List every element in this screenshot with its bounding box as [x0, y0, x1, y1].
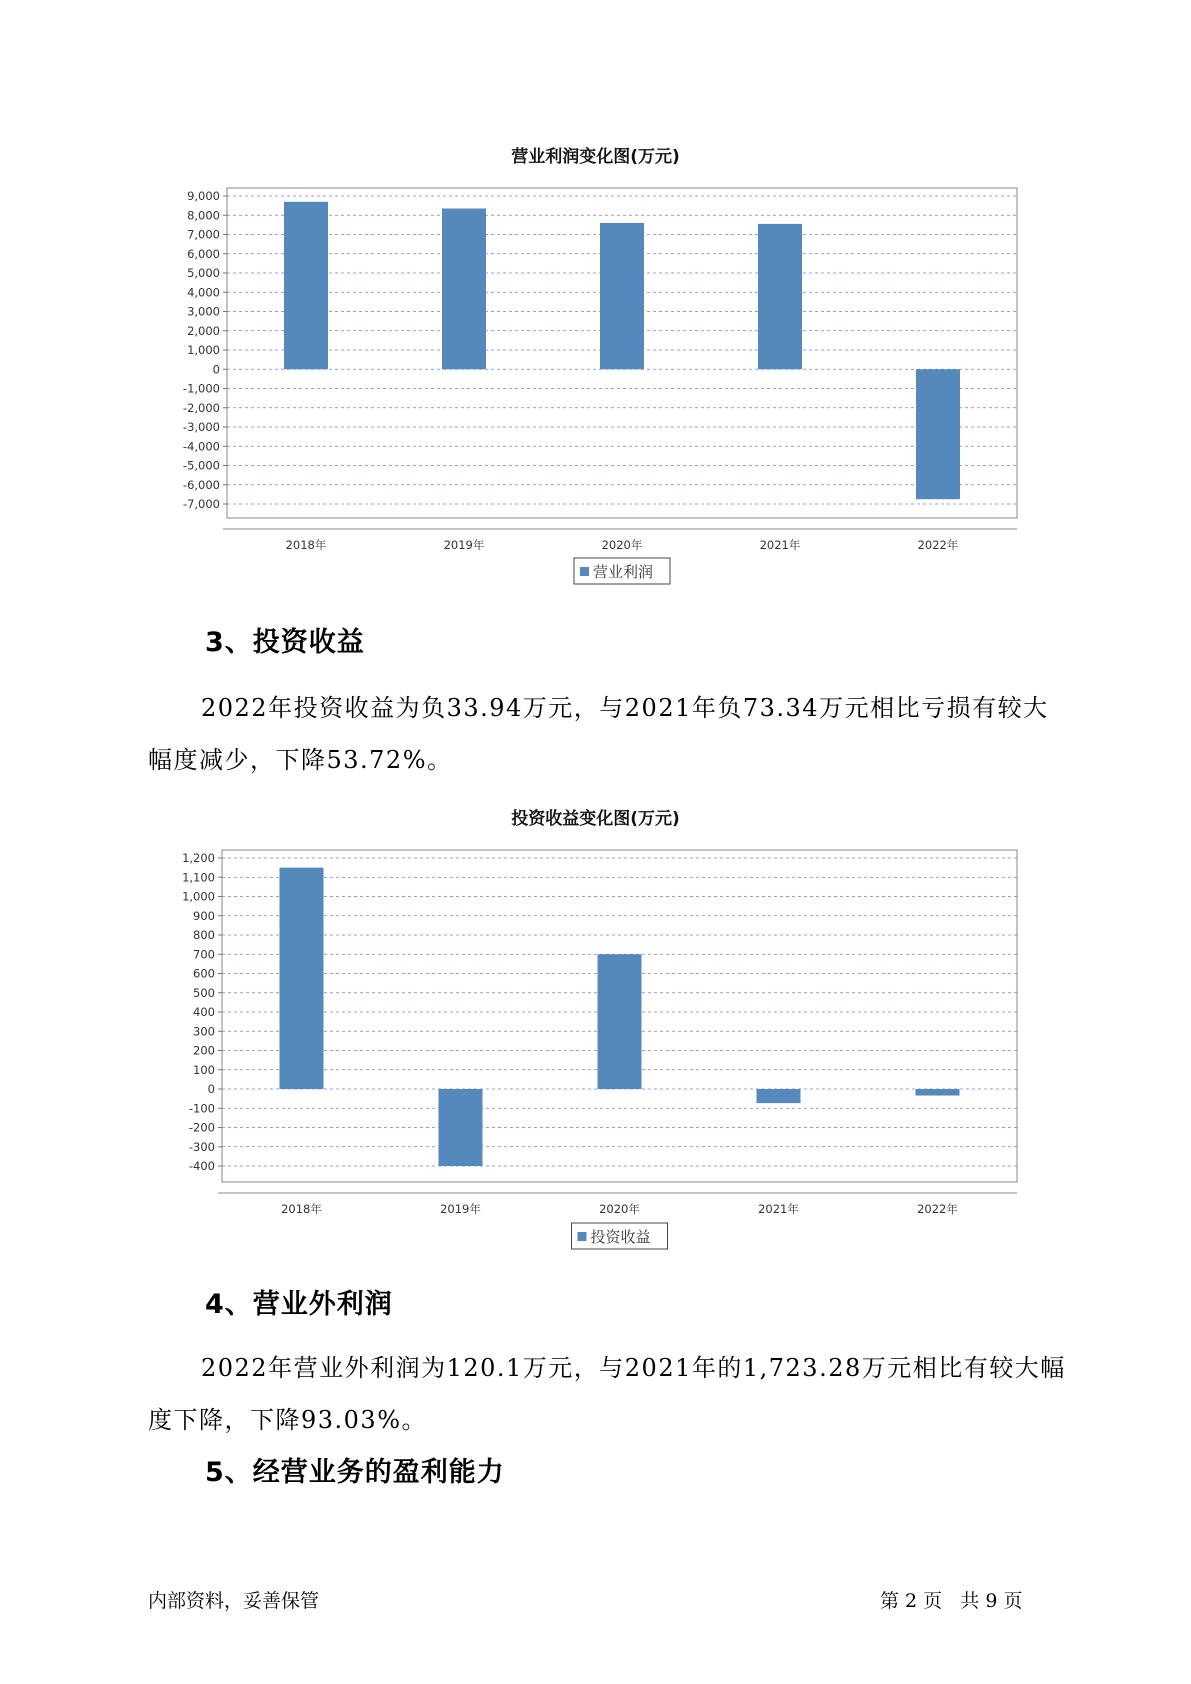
operating-profit-chart	[0, 170, 1191, 590]
x-tick-label: 2018年	[285, 538, 327, 552]
y-tick-label: 1,000	[187, 343, 220, 357]
heading-non-operating-profit: 4、营业外利润	[205, 1289, 393, 1320]
y-tick-label: -1,000	[182, 381, 220, 396]
y-tick-label: 0	[212, 362, 220, 377]
bar	[439, 1089, 483, 1166]
y-tick-label: -2,000	[182, 400, 220, 415]
y-tick-label: -400	[188, 1159, 215, 1173]
y-tick-label: 2,000	[187, 323, 220, 338]
x-tick-label: 2020年	[601, 538, 643, 552]
footer-page-number: 第 2 页 共 9 页	[880, 1590, 1023, 1612]
bar	[916, 369, 960, 499]
y-tick-label: 100	[193, 1062, 215, 1077]
investment-income-chart	[0, 832, 1191, 1252]
y-tick-label: 5,000	[187, 266, 220, 280]
chart-title-operating-profit: 营业利润变化图(万元)	[511, 147, 680, 167]
x-tick-label: 2021年	[758, 1202, 799, 1216]
paragraph-non-operating-profit: 2022年营业外利润为120.1万元，与2021年的1,723.28万元相比有较大幅度下降，下降93.03%。	[148, 1354, 1066, 1434]
y-tick-label: 300	[193, 1024, 215, 1039]
y-tick-label: 800	[193, 928, 215, 942]
paragraph-investment-income: 2022年投资收益为负33.94万元，与2021年负73.34万元相比亏损有较大幅度减少，下降53.72%。	[148, 694, 1049, 774]
legend	[572, 1223, 668, 1249]
y-tick-label: 700	[193, 947, 215, 962]
y-tick-label: 900	[193, 908, 215, 923]
y-tick-label: 600	[193, 966, 215, 981]
bar	[284, 202, 328, 369]
legend-label: 投资收益	[590, 1228, 651, 1246]
y-tick-label: 1,200	[182, 851, 215, 865]
legend	[574, 558, 670, 584]
bar	[598, 954, 642, 1089]
heading-operating-profitability: 5、经营业务的盈利能力	[205, 1457, 505, 1488]
legend-label: 营业利润	[593, 563, 654, 581]
x-tick-label: 2019年	[440, 1202, 481, 1216]
y-tick-label: 200	[193, 1043, 215, 1058]
bar	[916, 1089, 960, 1096]
bar	[758, 224, 802, 369]
y-tick-label: -7,000	[182, 497, 220, 511]
legend-swatch	[580, 567, 589, 576]
y-tick-label: 1,000	[182, 889, 215, 904]
y-tick-label: 8,000	[187, 208, 220, 223]
bar	[600, 223, 644, 369]
y-tick-label: -300	[188, 1139, 215, 1154]
chart-title-investment-income: 投资收益变化图(万元)	[511, 809, 680, 829]
x-tick-label: 2019年	[443, 538, 485, 552]
y-tick-label: -100	[188, 1101, 215, 1116]
y-tick-label: -3,000	[182, 420, 220, 434]
y-tick-label: 3,000	[187, 304, 220, 319]
y-tick-label: -5,000	[182, 458, 220, 473]
footer-confidential-note: 内部资料，妥善保管	[148, 1590, 320, 1612]
y-tick-label: 500	[193, 985, 215, 1000]
heading-investment-income: 3、投资收益	[205, 627, 365, 658]
y-tick-label: 6,000	[187, 246, 220, 261]
legend-swatch	[578, 1232, 587, 1241]
x-tick-label: 2022年	[917, 538, 959, 552]
y-tick-label: 9,000	[187, 189, 220, 203]
y-tick-label: -200	[188, 1120, 215, 1135]
x-tick-label: 2020年	[599, 1202, 640, 1216]
y-tick-label: 1,100	[182, 870, 215, 885]
y-tick-label: 0	[207, 1082, 215, 1096]
x-tick-label: 2018年	[281, 1202, 322, 1216]
x-tick-label: 2022年	[917, 1202, 958, 1216]
y-tick-label: -4,000	[182, 439, 220, 454]
y-tick-label: 4,000	[187, 285, 220, 300]
bar	[442, 209, 486, 370]
y-tick-label: 400	[193, 1005, 215, 1019]
bar	[757, 1089, 801, 1103]
bar	[280, 868, 324, 1089]
y-tick-label: 7,000	[187, 227, 220, 242]
y-tick-label: -6,000	[182, 477, 220, 492]
x-tick-label: 2021年	[759, 538, 801, 552]
